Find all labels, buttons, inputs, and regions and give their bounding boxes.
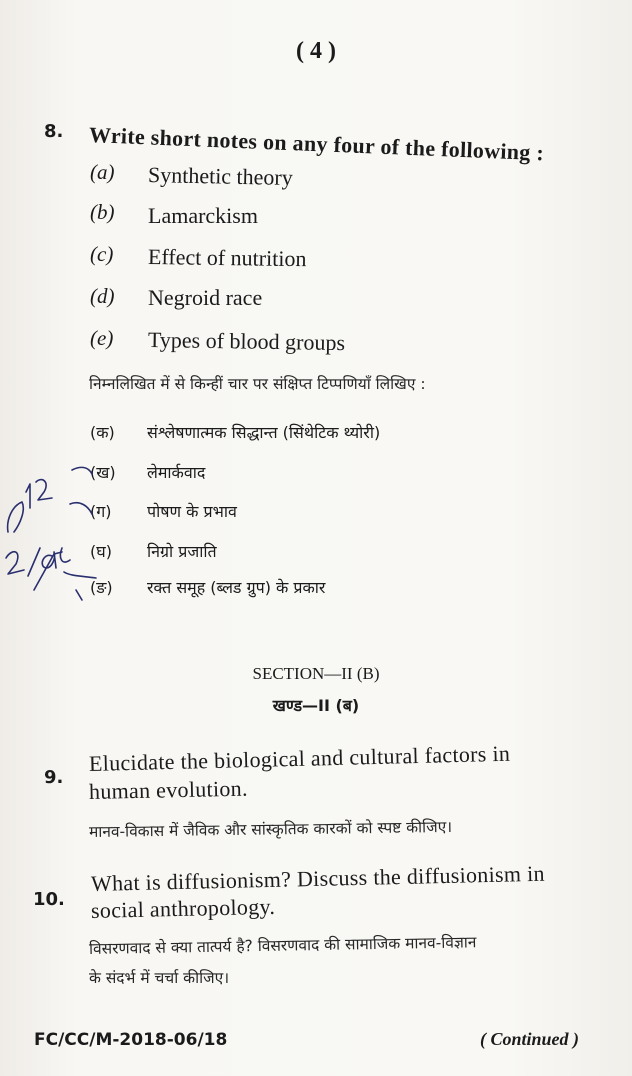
q8-hindi-option-5-text: रक्त समूह (ब्लड ग्रुप) के प्रकार bbox=[147, 578, 326, 597]
q8-hindi-option-1-text: संश्लेषणात्मक सिद्धान्त (सिंथेटिक थ्योरी) bbox=[147, 423, 381, 442]
question-10-hindi-line-2: के संदर्भ में चर्चा कीजिए। bbox=[89, 969, 230, 987]
q8-hindi-option-4-label: (घ) bbox=[90, 542, 112, 561]
continued-label: ( Continued ) bbox=[480, 1029, 580, 1049]
q8-option-c-label: (c) bbox=[90, 242, 114, 266]
q8-option-d-text: Negroid race bbox=[148, 285, 263, 310]
q8-option-a-text: Synthetic theory bbox=[147, 162, 294, 191]
question-8-hindi-text: निम्नलिखित में से किन्हीं चार पर संक्षिप्त टिप्पणियाँ लिखिए : bbox=[89, 375, 426, 393]
question-9-line-1: Elucidate the biological and cultural factors in bbox=[88, 740, 511, 776]
handwritten-pen-marks bbox=[0, 440, 150, 620]
q8-hindi-option-2-label: (ख) bbox=[90, 463, 116, 482]
paper-code: FC/CC/M-2018-06/18 bbox=[34, 1030, 228, 1050]
q8-option-a-label: (a) bbox=[90, 160, 115, 184]
q8-option-e-label: (e) bbox=[90, 326, 114, 350]
q8-hindi-option-2-text: लेमार्कवाद bbox=[147, 463, 206, 482]
question-10-number: 10. bbox=[33, 889, 65, 910]
question-10-line-2: social anthropology. bbox=[90, 893, 276, 923]
question-9-hindi: मानव-विकास में जैविक और सांस्कृतिक कारकों को स्पष्ट कीजिए। bbox=[88, 817, 453, 841]
q8-hindi-option-3-label: (ग) bbox=[90, 502, 112, 521]
q8-hindi-option-3-text: पोषण के प्रभाव bbox=[147, 502, 237, 521]
question-9-line-2: human evolution. bbox=[88, 775, 248, 804]
q8-hindi-option-5-label: (ङ) bbox=[90, 578, 113, 597]
q8-option-b-text: Lamarckism bbox=[148, 203, 258, 228]
section-title: SECTION—II (B) bbox=[252, 664, 380, 683]
q8-hindi-option-4-text: निग्रो प्रजाति bbox=[147, 542, 217, 561]
question-10-hindi-line-1: विसरणवाद से क्या तात्पर्य है? विसरणवाद की सामाजिक मानव-विज्ञान bbox=[88, 933, 477, 958]
question-9-number: 9. bbox=[44, 767, 64, 788]
q8-option-b-label: (b) bbox=[90, 200, 115, 224]
q8-option-e-text: Types of blood groups bbox=[147, 327, 346, 356]
question-8-number: 8. bbox=[44, 121, 64, 142]
section-title-hindi: खण्ड—II (ब) bbox=[272, 696, 360, 715]
page-number: ( 4 ) bbox=[296, 38, 336, 64]
q8-hindi-option-1-label: (क) bbox=[90, 423, 115, 442]
q8-option-d-label: (d) bbox=[90, 284, 115, 308]
question-8-text: Write short notes on any four of the following : bbox=[88, 122, 545, 166]
question-10-line-1: What is diffusionism? Discuss the diffusionism in bbox=[90, 860, 546, 896]
q8-option-c-text: Effect of nutrition bbox=[147, 244, 307, 272]
